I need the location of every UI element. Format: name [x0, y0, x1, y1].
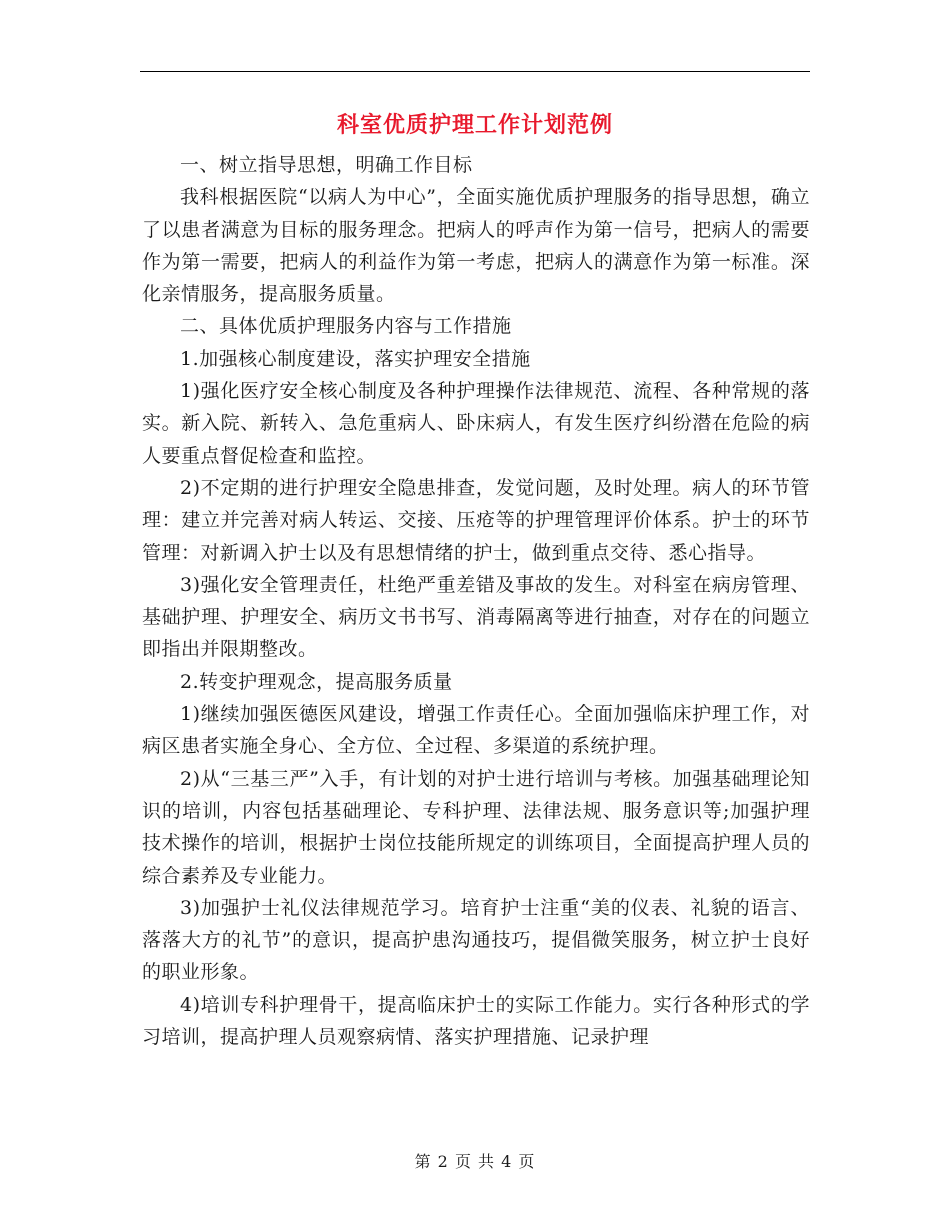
section-heading-1: 一、树立指导思想，明确工作目标 [180, 154, 473, 176]
page-number-footer: 第 2 页 共 4 页 [414, 1152, 536, 1171]
list-item: 3)加强护士礼仪法律规范学习。培育护士注重“美的仪表、礼貌的语言、落落大方的礼节”的意识，提高护患沟通技巧，提倡微笑服务，树立护士良好的职业形象。 [142, 896, 810, 984]
list-item: 4)培训专科护理骨干，提高临床护士的实际工作能力。实行各种形式的学习培训，提高护理人员观察病情、落实护理措施、记录护理 [142, 993, 810, 1049]
list-item: 2)从“三基三严”入手，有计划的对护士进行培训与考核。加强基础理论知识的培训，内容包括基础理论、专科护理、法律法规、服务意识等;加强护理技术操作的培训，根据护士岗位技能所规定的训练项目，全面提高护理人员的综合素养及专业能力。 [142, 767, 810, 887]
subsection-heading-2: 2.转变护理观念，提高服务质量 [180, 670, 453, 693]
document-body [142, 149, 810, 1053]
subsection-heading-1: 1.加强核心制度建设，落实护理安全措施 [180, 347, 531, 370]
section-heading-2: 二、具体优质护理服务内容与工作措施 [180, 315, 512, 338]
list-item: 1)继续加强医德医风建设，增强工作责任心。全面加强临床护理工作，对病区患者实施全身心、全方位、全过程、多渠道的系统护理。 [142, 703, 810, 758]
paragraph: 我科根据医院“以病人为中心”，全面实施优质护理服务的指导思想，确立了以患者满意为目标的服务理念。把病人的呼声作为第一信号，把病人的需要作为第一需要，把病人的利益作为第一考虑，把病人的满意作为第一标准。深化亲情服务，提高服务质量。 [142, 186, 810, 306]
list-item: 3)强化安全管理责任，杜绝严重差错及事故的发生。对科室在病房管理、基础护理、护理安全、病历文书书写、消毒隔离等进行抽查，对存在的问题立即指出并限期整改。 [142, 573, 810, 661]
list-item: 1)强化医疗安全核心制度及各种护理操作法律规范、流程、各种常规的落实。新入院、新转入、急危重病人、卧床病人，有发生医疗纠纷潜在危险的病人要重点督促检查和监控。 [142, 380, 810, 467]
header-rule [140, 71, 810, 72]
list-item: 2)不定期的进行护理安全隐患排查，发觉问题，及时处理。病人的环节管理：建立并完善对病人转运、交接、压疮等的护理管理评价体系。护士的环节管理：对新调入护士以及有思想情绪的护士，做到重点交待、悉心指导。 [142, 476, 810, 564]
document-title: 科室优质护理工作计划范例 [336, 112, 613, 138]
